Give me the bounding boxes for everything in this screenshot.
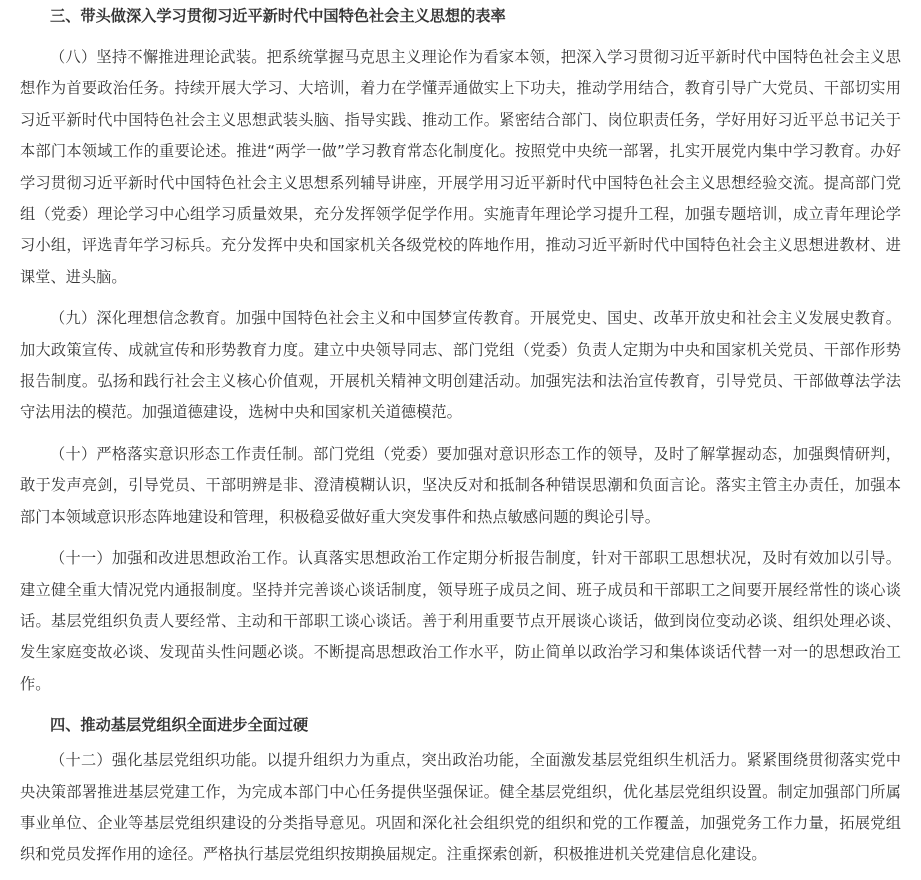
paragraph-10: （十）严格落实意识形态工作责任制。部门党组（党委）要加强对意识形态工作的领导，及时了解掌握动态，加强舆情研判，敢于发声亮剑，引导党员、干部明辨是非、澄清模糊认识，坚决反对和抵制各种错误思潮和负面言论。落实主管主办责任，加强本部门本领域意识形态阵地建设和管理，积极稳妥做好重大突发事件和热点敏感问题的舆论引导。	[20, 444, 901, 526]
paragraph-12: （十二）强化基层党组织功能。以提升组织力为重点，突出政治功能，全面激发基层党组织生机活力。紧紧围绕贯彻落实党中央决策部署推进基层党建工作，为完成本部门中心任务提供坚强保证。健全基层党组织，优化基层党组织设置。制定加强部门所属事业单位、企业等基层党组织建设的分类指导意见。巩固和深化社会组织党的组织和党的工作覆盖，加强党务工作力量，拓展党组织和党员发挥作用的途径。严格执行基层党组织按期换届规定。注重探索创新，积极推进机关党建信息化建设。	[20, 751, 901, 864]
paragraph-11: （十一）加强和改进思想政治工作。认真落实思想政治工作定期分析报告制度，针对干部职工思想状况，及时有效加以引导。建立健全重大情况党内通报制度。坚持并完善谈心谈话制度，领导班子成员之间、班子成员和干部职工之间要开展经常性的谈心谈话。基层党组织负责人要经常、主动和干部职工谈心谈话。善于利用重要节点开展谈心谈话，做到岗位变动必谈、组织处理必谈、发生家庭变故必谈、发现苗头性问题必谈。不断提高思想政治工作水平，防止简单以政治学习和集体谈话代替一对一的思想政治工作。	[20, 549, 901, 693]
document-page	[0, 1, 921, 880]
paragraph-8: （八）坚持不懈推进理论武装。把系统掌握马克思主义理论作为看家本领，把深入学习贯彻习近平新时代中国特色社会主义思想作为首要政治任务。持续开展大学习、大培训，着力在学懂弄通做实上下功夫，推动学用结合，教育引导广大党员、干部切实用习近平新时代中国特色社会主义思想武装头脑、指导实践、推动工作。紧密结合部门、岗位职责任务，学好用好习近平总书记关于本部门本领域工作的重要论述。推进“两学一做”学习教育常态化制度化。按照党中央统一部署，扎实开展党内集中学习教育。办好学习贯彻习近平新时代中国特色社会主义思想系列辅导讲座，开展学用习近平新时代中国特色社会主义思想经验交流。提高部门党组（党委）理论学习中心组学习质量效果，充分发挥领学促学作用。实施青年理论学习提升工程，加强专题培训，成立青年理论学习小组，评选青年学习标兵。充分发挥中央和国家机关各级党校的阵地作用，推动习近平新时代中国特色社会主义思想进教材、进课堂、进头脑。	[20, 48, 901, 286]
section-heading-4: 四、推动基层党组织全面进步全面过硬	[50, 716, 309, 735]
paragraph-9: （九）深化理想信念教育。加强中国特色社会主义和中国梦宣传教育。开展党史、国史、改革开放史和社会主义发展史教育。加大政策宣传、成就宣传和形势教育力度。建立中央领导同志、部门党组（党委）负责人定期为中央和国家机关党员、干部作形势报告制度。弘扬和践行社会主义核心价值观，开展机关精神文明创建活动。加强宪法和法治宣传教育，引导党员、干部做尊法学法守法用法的模范。加强道德建设，选树中央和国家机关道德模范。	[20, 309, 901, 422]
section-heading-3: 三、带头做深入学习贯彻习近平新时代中国特色社会主义思想的表率	[50, 7, 506, 25]
